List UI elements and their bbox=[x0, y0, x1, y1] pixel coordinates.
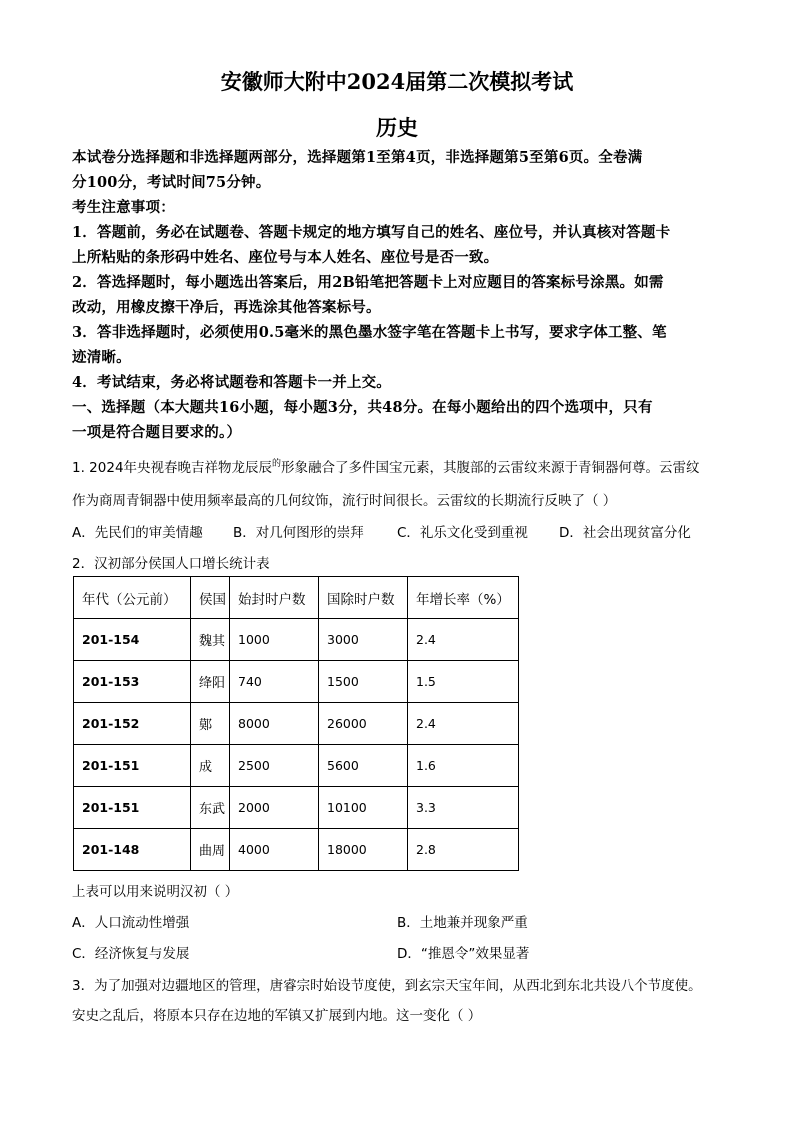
question-1-stem: 作为商周青铜器中使用频率最高的几何纹饰，流行时间很长。云雷纹的长期流行反映了（ ） bbox=[72, 493, 617, 509]
question-1-option-a[interactable]: A．先民们的审美情趣 bbox=[72, 525, 203, 541]
table-row bbox=[74, 619, 519, 661]
instruction-line: 本试卷分选择题和非选择题两部分，选择题第1至第4页，非选择题第5至第6页。全卷满 bbox=[72, 149, 643, 166]
table-cell: 1.5 bbox=[408, 661, 519, 703]
table-row bbox=[74, 787, 519, 829]
table-cell: 2.4 bbox=[408, 619, 519, 661]
table-row bbox=[74, 829, 519, 871]
table-cell: 1.6 bbox=[408, 745, 519, 787]
table-cell: 鄚 bbox=[191, 703, 230, 745]
table-row bbox=[74, 703, 519, 745]
question-3-stem: 安史之乱后，将原本只存在边地的军镇又扩展到内地。这一变化（ ） bbox=[72, 1008, 482, 1024]
table-cell: 1000 bbox=[230, 619, 319, 661]
instruction-line: 4．考试结束，务必将试题卷和答题卡一并上交。 bbox=[72, 374, 391, 391]
table-cell: 3.3 bbox=[408, 787, 519, 829]
instruction-line: 1．答题前，务必在试题卷、答题卡规定的地方填写自己的姓名、座位号，并认真核对答题卡 bbox=[72, 224, 671, 241]
table-cell: 201-148 bbox=[74, 829, 191, 871]
section-heading: 一、选择题（本大题共16小题，每小题3分，共48分。在每小题给出的四个选项中，只有 bbox=[72, 399, 653, 416]
question-1-stem: 1. 2024年央视春晚吉祥物龙辰辰$^的$形象融合了多件国宝元素，其腹部的云雷纹来源于青铜器何尊。云雷纹 bbox=[72, 459, 700, 476]
table-cell: 2.8 bbox=[408, 829, 519, 871]
question-1-option-d[interactable]: D．社会出现贫富分化 bbox=[559, 525, 691, 541]
instruction-line: 上所粘贴的条形码中姓名、座位号与本人姓名、座位号是否一致。 bbox=[72, 249, 499, 266]
notice-heading: 考生注意事项： bbox=[72, 199, 175, 216]
table-cell: 2.4 bbox=[408, 703, 519, 745]
table-cell: 201-154 bbox=[74, 619, 191, 661]
instruction-line: 迹清晰。 bbox=[72, 349, 131, 366]
question-2-option-b[interactable]: B．土地兼并现象严重 bbox=[397, 915, 528, 931]
question-2-option-c[interactable]: C．经济恢复与发展 bbox=[72, 946, 190, 962]
question-2-option-a[interactable]: A．人口流动性增强 bbox=[72, 915, 190, 931]
table-cell: 东武 bbox=[191, 787, 230, 829]
question-2-prompt: 上表可以用来说明汉初（ ） bbox=[72, 884, 239, 900]
table-header-cell: 始封时户数 bbox=[230, 577, 319, 619]
exam-title: 安徽师大附中2024届第二次模拟考试 bbox=[220, 69, 574, 94]
table-cell: 10100 bbox=[319, 787, 408, 829]
table-cell: 5600 bbox=[319, 745, 408, 787]
question-2-stem: 2．汉初部分侯国人口增长统计表 bbox=[72, 556, 270, 572]
table-cell: 201-151 bbox=[74, 787, 191, 829]
table-row bbox=[74, 661, 519, 703]
table-cell: 4000 bbox=[230, 829, 319, 871]
table-header-row bbox=[74, 577, 519, 619]
table-cell: 魏其 bbox=[191, 619, 230, 661]
table-cell: 2500 bbox=[230, 745, 319, 787]
table-cell: 201-152 bbox=[74, 703, 191, 745]
table-cell: 成 bbox=[191, 745, 230, 787]
table-header-cell: 年增长率（%） bbox=[408, 577, 519, 619]
table-cell: 曲周 bbox=[191, 829, 230, 871]
table-cell: 1500 bbox=[319, 661, 408, 703]
question-2-option-d[interactable]: D．“推恩令”效果显著 bbox=[397, 946, 530, 962]
table-row bbox=[74, 745, 519, 787]
question-3-stem: 3．为了加强对边疆地区的管理，唐睿宗时始设节度使，到玄宗天宝年间，从西北到东北共设八个节度使。 bbox=[72, 978, 702, 994]
table-cell: 26000 bbox=[319, 703, 408, 745]
table-cell: 201-151 bbox=[74, 745, 191, 787]
table-header-cell: 侯国 bbox=[191, 577, 230, 619]
table-header-cell: 国除时户数 bbox=[319, 577, 408, 619]
table-header-cell: 年代（公元前） bbox=[74, 577, 191, 619]
table-cell: 3000 bbox=[319, 619, 408, 661]
section-heading: 一项是符合题目要求的。） bbox=[72, 424, 242, 441]
table-cell: 2000 bbox=[230, 787, 319, 829]
table-cell: 201-153 bbox=[74, 661, 191, 703]
subject-title: 历史 bbox=[376, 115, 418, 140]
table-cell: 绛阳 bbox=[191, 661, 230, 703]
instruction-line: 分100分，考试时间75分钟。 bbox=[72, 174, 271, 191]
instruction-line: 改动，用橡皮擦干净后，再选涂其他答案标号。 bbox=[72, 299, 381, 316]
question-1-option-c[interactable]: C．礼乐文化受到重视 bbox=[397, 525, 528, 541]
instruction-line: 3．答非选择题时，必须使用0.5毫米的黑色墨水签字笔在答题卡上书写，要求字体工整、笔 bbox=[72, 324, 667, 341]
table-cell: 740 bbox=[230, 661, 319, 703]
instruction-line: 2．答选择题时，每小题选出答案后，用2B铅笔把答题卡上对应题目的答案标号涂黑。如需 bbox=[72, 274, 664, 291]
population-table bbox=[73, 576, 519, 871]
question-1-option-b[interactable]: B．对几何图形的崇拜 bbox=[233, 525, 364, 541]
table-cell: 18000 bbox=[319, 829, 408, 871]
table-cell: 8000 bbox=[230, 703, 319, 745]
